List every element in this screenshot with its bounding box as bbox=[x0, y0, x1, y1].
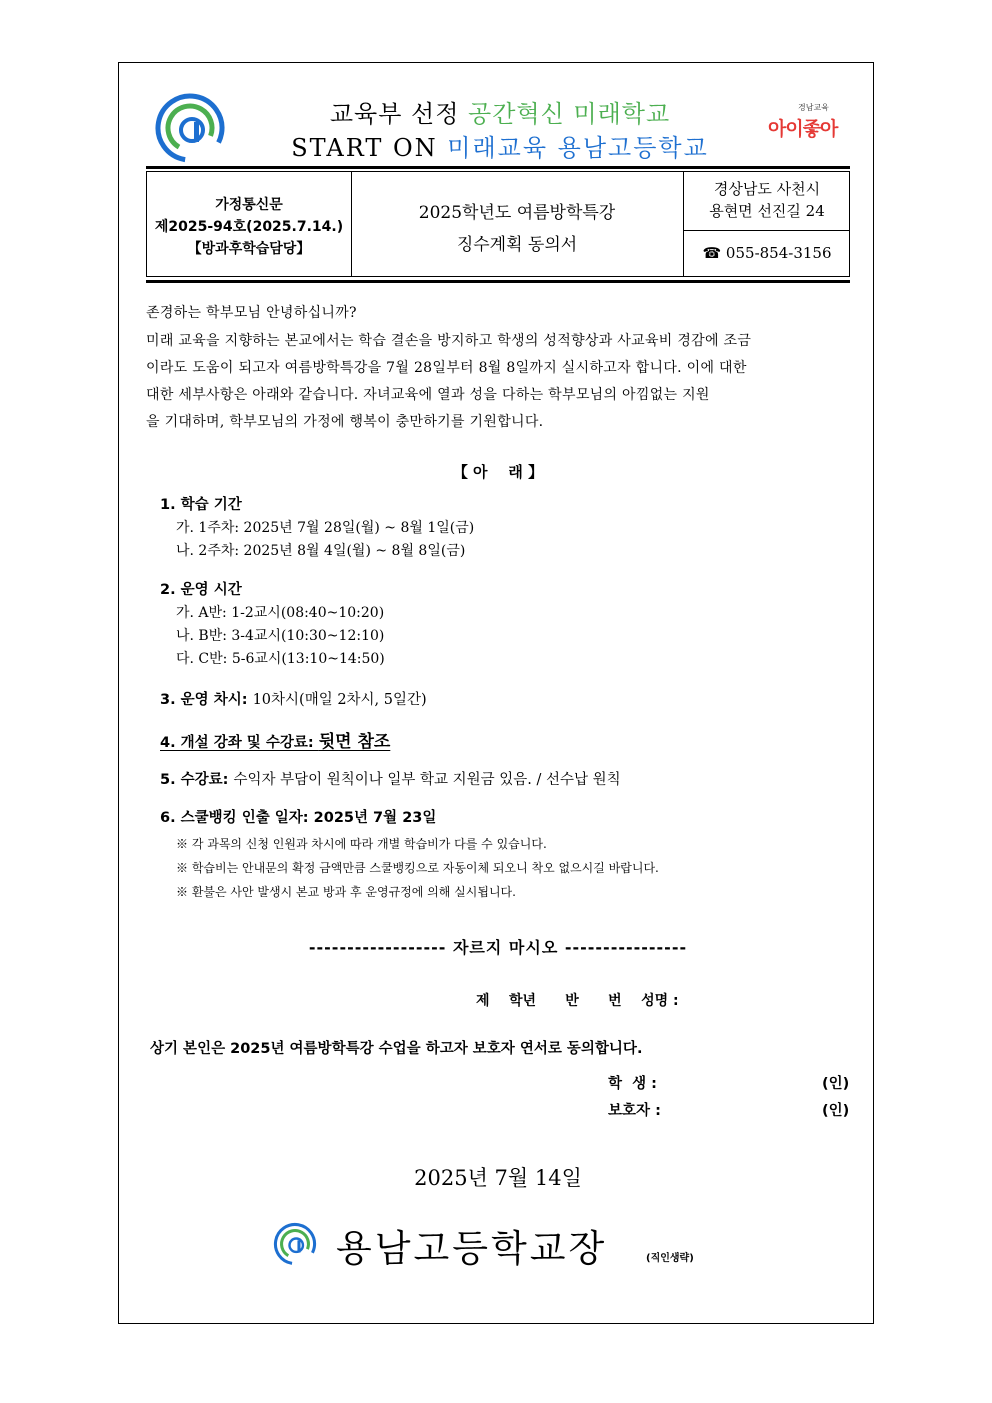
guardian-sign-label: 보호자 : bbox=[608, 1103, 661, 1119]
consent-statement: 상기 본인은 2025년 여름방학특강 수업을 하고자 보호자 연서로 동의합니다. bbox=[150, 1041, 643, 1057]
section-6-title: 6. 스쿨뱅킹 인출 일자: 2025년 7월 23일 bbox=[160, 810, 437, 826]
badge-main-text: 아이좋아 bbox=[768, 118, 838, 140]
phone-number: ☎ 055-854-3156 bbox=[702, 244, 832, 262]
header-line-2: START ON 미래교육 용남고등학교 bbox=[291, 134, 709, 162]
note-2: ※ 학습비는 안내문의 확정 금액만큼 스쿨뱅킹으로 자동이체 되오니 착오 없으시길 바랍니다. bbox=[176, 861, 659, 875]
section-2-item-a: 가. A반: 1-2교시(08:40~10:20) bbox=[176, 605, 385, 621]
intro-line: 대한 세부사항은 아래와 같습니다. 자녀교육에 열과 성을 다하는 학부모님의 아낌없는 지원 bbox=[146, 387, 710, 403]
notice-heading: 【 아 래 】 bbox=[452, 463, 544, 481]
newsletter-label: 가정통신문 bbox=[215, 197, 283, 213]
info-rule-thin bbox=[146, 276, 850, 277]
doc-title-2: 징수계획 동의서 bbox=[456, 235, 578, 255]
section-5: 5. 수강료: 수익자 부담이 원칙이나 일부 학교 지원금 있음. / 선수납 원칙 bbox=[160, 772, 621, 788]
info-rule-thick bbox=[146, 280, 850, 283]
issue-date: 2025년 7월 14일 bbox=[414, 1166, 582, 1190]
section-3: 3. 운영 차시: 10차시(매일 2차시, 5일간) bbox=[160, 692, 427, 708]
header-line-1: 교육부 선정 공간혁신 미래학교 bbox=[329, 100, 671, 128]
student-sign-label: 학 생 : bbox=[608, 1076, 657, 1092]
school-logo-small-icon bbox=[273, 1222, 317, 1266]
doc-title-1: 2025학년도 여름방학특강 bbox=[418, 203, 616, 223]
cut-line: ------------------ 자르지 마시오 ---------------- bbox=[308, 938, 688, 957]
section-2-item-c: 다. C반: 5-6교시(13:10~14:50) bbox=[176, 651, 385, 667]
address-line-1: 경상남도 사천시 bbox=[713, 180, 821, 198]
info-divider-h bbox=[683, 230, 850, 231]
section-2-title: 2. 운영 시간 bbox=[160, 582, 242, 598]
student-info-line: 제 학년 반 번 성명 : bbox=[476, 993, 679, 1009]
section-2-item-b: 나. B반: 3-4교시(10:30~12:10) bbox=[176, 628, 385, 644]
dept-label: 【방과후학습담당】 bbox=[187, 241, 311, 257]
seal-omitted-note: (직인생략) bbox=[646, 1253, 694, 1264]
intro-line: 을 기대하며, 학부모님의 가정에 행복이 충만하기를 기원합니다. bbox=[146, 414, 544, 430]
student-seal: (인) bbox=[822, 1076, 850, 1092]
badge-top-text: 경남교육 bbox=[798, 103, 829, 112]
guardian-seal: (인) bbox=[822, 1103, 850, 1119]
header-rule-thick bbox=[146, 166, 850, 169]
edu-badge-logo bbox=[768, 102, 848, 148]
school-logo-icon bbox=[154, 92, 226, 164]
intro-line: 존경하는 학부모님 안녕하십니까? bbox=[146, 305, 357, 321]
section-1-title: 1. 학습 기간 bbox=[160, 497, 242, 513]
issue-number: 제2025-94호(2025.7.14.) bbox=[154, 219, 344, 235]
note-3: ※ 환불은 사안 발생시 본교 방과 후 운영규정에 의해 실시됩니다. bbox=[176, 885, 516, 899]
intro-line: 미래 교육을 지향하는 본교에서는 학습 결손을 방지하고 학생의 성적향상과 사교육비 경감에 조금 bbox=[146, 333, 752, 349]
section-1-item-b: 나. 2주차: 2025년 8월 4일(월) ~ 8월 8일(금) bbox=[176, 543, 466, 559]
address-line-2: 용현면 선진길 24 bbox=[709, 202, 825, 220]
section-1-item-a: 가. 1주차: 2025년 7월 28일(월) ~ 8월 1일(금) bbox=[176, 520, 475, 536]
section-4: 4. 개설 강좌 및 수강료: 뒷면 참조 bbox=[160, 732, 391, 752]
principal-title: 용남고등학교장 bbox=[336, 1227, 608, 1270]
note-1: ※ 각 과목의 신청 인원과 차시에 따라 개별 학습비가 다를 수 있습니다. bbox=[176, 837, 547, 851]
intro-line: 이라도 도움이 되고자 여름방학특강을 7월 28일부터 8월 8일까지 실시하고자 합니다. 이에 대한 bbox=[146, 360, 747, 376]
